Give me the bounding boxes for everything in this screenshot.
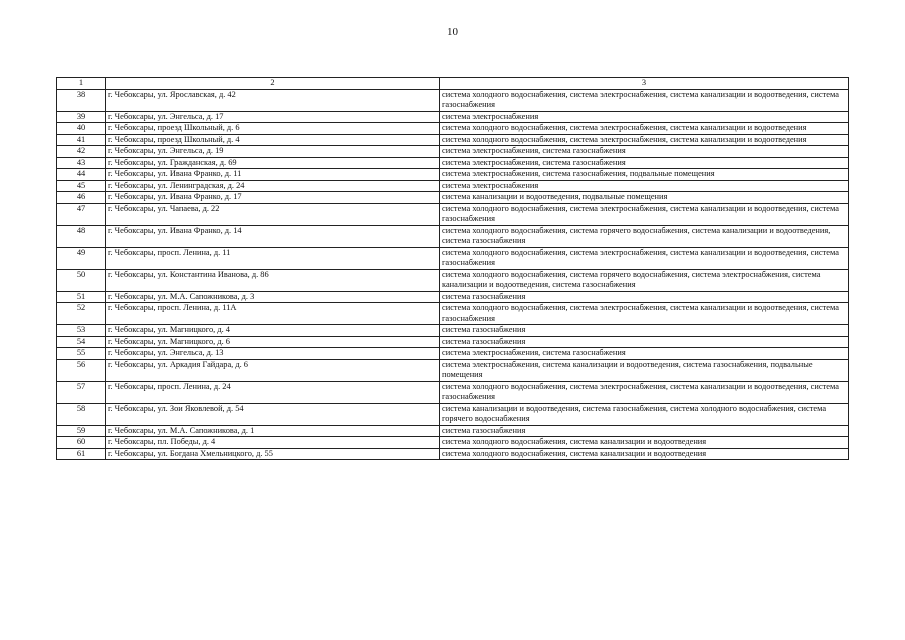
row-address-cell: г. Чебоксары, проезд Школьный, д. 4 (106, 134, 440, 146)
row-systems-cell: система холодного водоснабжения, система горячего водоснабжения, система электроснабжения, система канализации и водоотведения, система газоснабжения (440, 269, 849, 291)
row-number-cell: 46 (57, 192, 106, 204)
table-row (57, 192, 849, 204)
column-header-number: 1 (57, 78, 106, 90)
row-number-cell: 61 (57, 448, 106, 460)
table-row (57, 134, 849, 146)
table-row (57, 291, 849, 303)
row-number-cell: 49 (57, 247, 106, 269)
table-row (57, 425, 849, 437)
table-row (57, 89, 849, 111)
row-systems-cell: система холодного водоснабжения, система электроснабжения, система канализации и водоотведения, система газоснабжения (440, 247, 849, 269)
row-systems-cell: система газоснабжения (440, 425, 849, 437)
table-row (57, 269, 849, 291)
row-number-cell: 55 (57, 348, 106, 360)
row-address-cell: г. Чебоксары, ул. Магницкого, д. 6 (106, 336, 440, 348)
row-number-cell: 42 (57, 146, 106, 158)
table-row (57, 157, 849, 169)
row-systems-cell: система канализации и водоотведения, система газоснабжения, система холодного водоснабжения, система горячего водоснабжения (440, 403, 849, 425)
row-address-cell: г. Чебоксары, ул. Гражданская, д. 69 (106, 157, 440, 169)
row-number-cell: 40 (57, 123, 106, 135)
table-row (57, 169, 849, 181)
row-number-cell: 59 (57, 425, 106, 437)
row-number-cell: 47 (57, 203, 106, 225)
table-header-row (57, 78, 849, 90)
row-address-cell: г. Чебоксары, просп. Ленина, д. 11А (106, 303, 440, 325)
row-number-cell: 39 (57, 111, 106, 123)
row-address-cell: г. Чебоксары, ул. Ленинградская, д. 24 (106, 180, 440, 192)
table-row (57, 303, 849, 325)
table-row (57, 180, 849, 192)
column-header-address: 2 (106, 78, 440, 90)
row-number-cell: 38 (57, 89, 106, 111)
table-row (57, 225, 849, 247)
row-address-cell: г. Чебоксары, просп. Ленина, д. 24 (106, 381, 440, 403)
objects-table-body (57, 78, 849, 460)
row-address-cell: г. Чебоксары, ул. Энгельса, д. 17 (106, 111, 440, 123)
row-number-cell: 60 (57, 437, 106, 449)
table-row (57, 348, 849, 360)
row-systems-cell: система канализации и водоотведения, подвальные помещения (440, 192, 849, 204)
row-systems-cell: система электроснабжения, система газоснабжения (440, 348, 849, 360)
row-systems-cell: система газоснабжения (440, 336, 849, 348)
table-row (57, 111, 849, 123)
row-number-cell: 43 (57, 157, 106, 169)
row-systems-cell: система холодного водоснабжения, система электроснабжения, система канализации и водоотведения, система газоснабжения (440, 303, 849, 325)
row-number-cell: 48 (57, 225, 106, 247)
row-systems-cell: система холодного водоснабжения, система горячего водоснабжения, система канализации и водоотведения, система газоснабжения (440, 225, 849, 247)
row-address-cell: г. Чебоксары, ул. Ивана Франко, д. 11 (106, 169, 440, 181)
table-row (57, 381, 849, 403)
row-systems-cell: система холодного водоснабжения, система электроснабжения, система канализации и водоотведения, система газоснабжения (440, 89, 849, 111)
table-row (57, 359, 849, 381)
table-row (57, 123, 849, 135)
row-address-cell: г. Чебоксары, ул. Энгельса, д. 13 (106, 348, 440, 360)
table-row (57, 325, 849, 337)
row-address-cell: г. Чебоксары, ул. Ивана Франко, д. 17 (106, 192, 440, 204)
row-number-cell: 52 (57, 303, 106, 325)
objects-table (56, 77, 849, 460)
row-systems-cell: система газоснабжения (440, 325, 849, 337)
column-header-systems: 3 (440, 78, 849, 90)
table-row (57, 437, 849, 449)
row-number-cell: 57 (57, 381, 106, 403)
row-address-cell: г. Чебоксары, ул. Чапаева, д. 22 (106, 203, 440, 225)
table-row (57, 403, 849, 425)
table-row (57, 146, 849, 158)
table-row (57, 203, 849, 225)
row-systems-cell: система электроснабжения, система газоснабжения (440, 146, 849, 158)
row-address-cell: г. Чебоксары, ул. Богдана Хмельницкого, д. 55 (106, 448, 440, 460)
row-systems-cell: система электроснабжения, система канализации и водоотведения, система газоснабжения, подвальные помещения (440, 359, 849, 381)
row-systems-cell: система газоснабжения (440, 291, 849, 303)
row-number-cell: 53 (57, 325, 106, 337)
row-address-cell: г. Чебоксары, ул. Ивана Франко, д. 14 (106, 225, 440, 247)
row-number-cell: 50 (57, 269, 106, 291)
table-row (57, 336, 849, 348)
row-systems-cell: система электроснабжения, система газоснабжения, подвальные помещения (440, 169, 849, 181)
row-address-cell: г. Чебоксары, пл. Победы, д. 4 (106, 437, 440, 449)
row-number-cell: 45 (57, 180, 106, 192)
row-address-cell: г. Чебоксары, ул. М.А. Сапожникова, д. 3 (106, 291, 440, 303)
row-systems-cell: система холодного водоснабжения, система электроснабжения, система канализации и водоотведения, система газоснабжения (440, 203, 849, 225)
row-address-cell: г. Чебоксары, ул. Энгельса, д. 19 (106, 146, 440, 158)
row-systems-cell: система холодного водоснабжения, система электроснабжения, система канализации и водоотведения, система газоснабжения (440, 381, 849, 403)
row-systems-cell: система холодного водоснабжения, система канализации и водоотведения (440, 448, 849, 460)
row-address-cell: г. Чебоксары, просп. Ленина, д. 11 (106, 247, 440, 269)
row-number-cell: 44 (57, 169, 106, 181)
row-number-cell: 51 (57, 291, 106, 303)
row-number-cell: 41 (57, 134, 106, 146)
row-systems-cell: система электроснабжения (440, 180, 849, 192)
row-address-cell: г. Чебоксары, ул. М.А. Сапожникова, д. 1 (106, 425, 440, 437)
row-systems-cell: система холодного водоснабжения, система канализации и водоотведения (440, 437, 849, 449)
row-address-cell: г. Чебоксары, ул. Магницкого, д. 4 (106, 325, 440, 337)
row-address-cell: г. Чебоксары, проезд Школьный, д. 6 (106, 123, 440, 135)
row-number-cell: 56 (57, 359, 106, 381)
row-systems-cell: система холодного водоснабжения, система электроснабжения, система канализации и водоотведения (440, 134, 849, 146)
row-address-cell: г. Чебоксары, ул. Зои Яковлевой, д. 54 (106, 403, 440, 425)
row-address-cell: г. Чебоксары, ул. Константина Иванова, д. 86 (106, 269, 440, 291)
row-systems-cell: система электроснабжения (440, 111, 849, 123)
row-systems-cell: система электроснабжения, система газоснабжения (440, 157, 849, 169)
row-number-cell: 58 (57, 403, 106, 425)
row-address-cell: г. Чебоксары, ул. Аркадия Гайдара, д. 6 (106, 359, 440, 381)
row-number-cell: 54 (57, 336, 106, 348)
table-row (57, 448, 849, 460)
row-address-cell: г. Чебоксары, ул. Ярославская, д. 42 (106, 89, 440, 111)
table-row (57, 247, 849, 269)
row-systems-cell: система холодного водоснабжения, система электроснабжения, система канализации и водоотведения (440, 123, 849, 135)
page-number: 10 (447, 26, 458, 38)
